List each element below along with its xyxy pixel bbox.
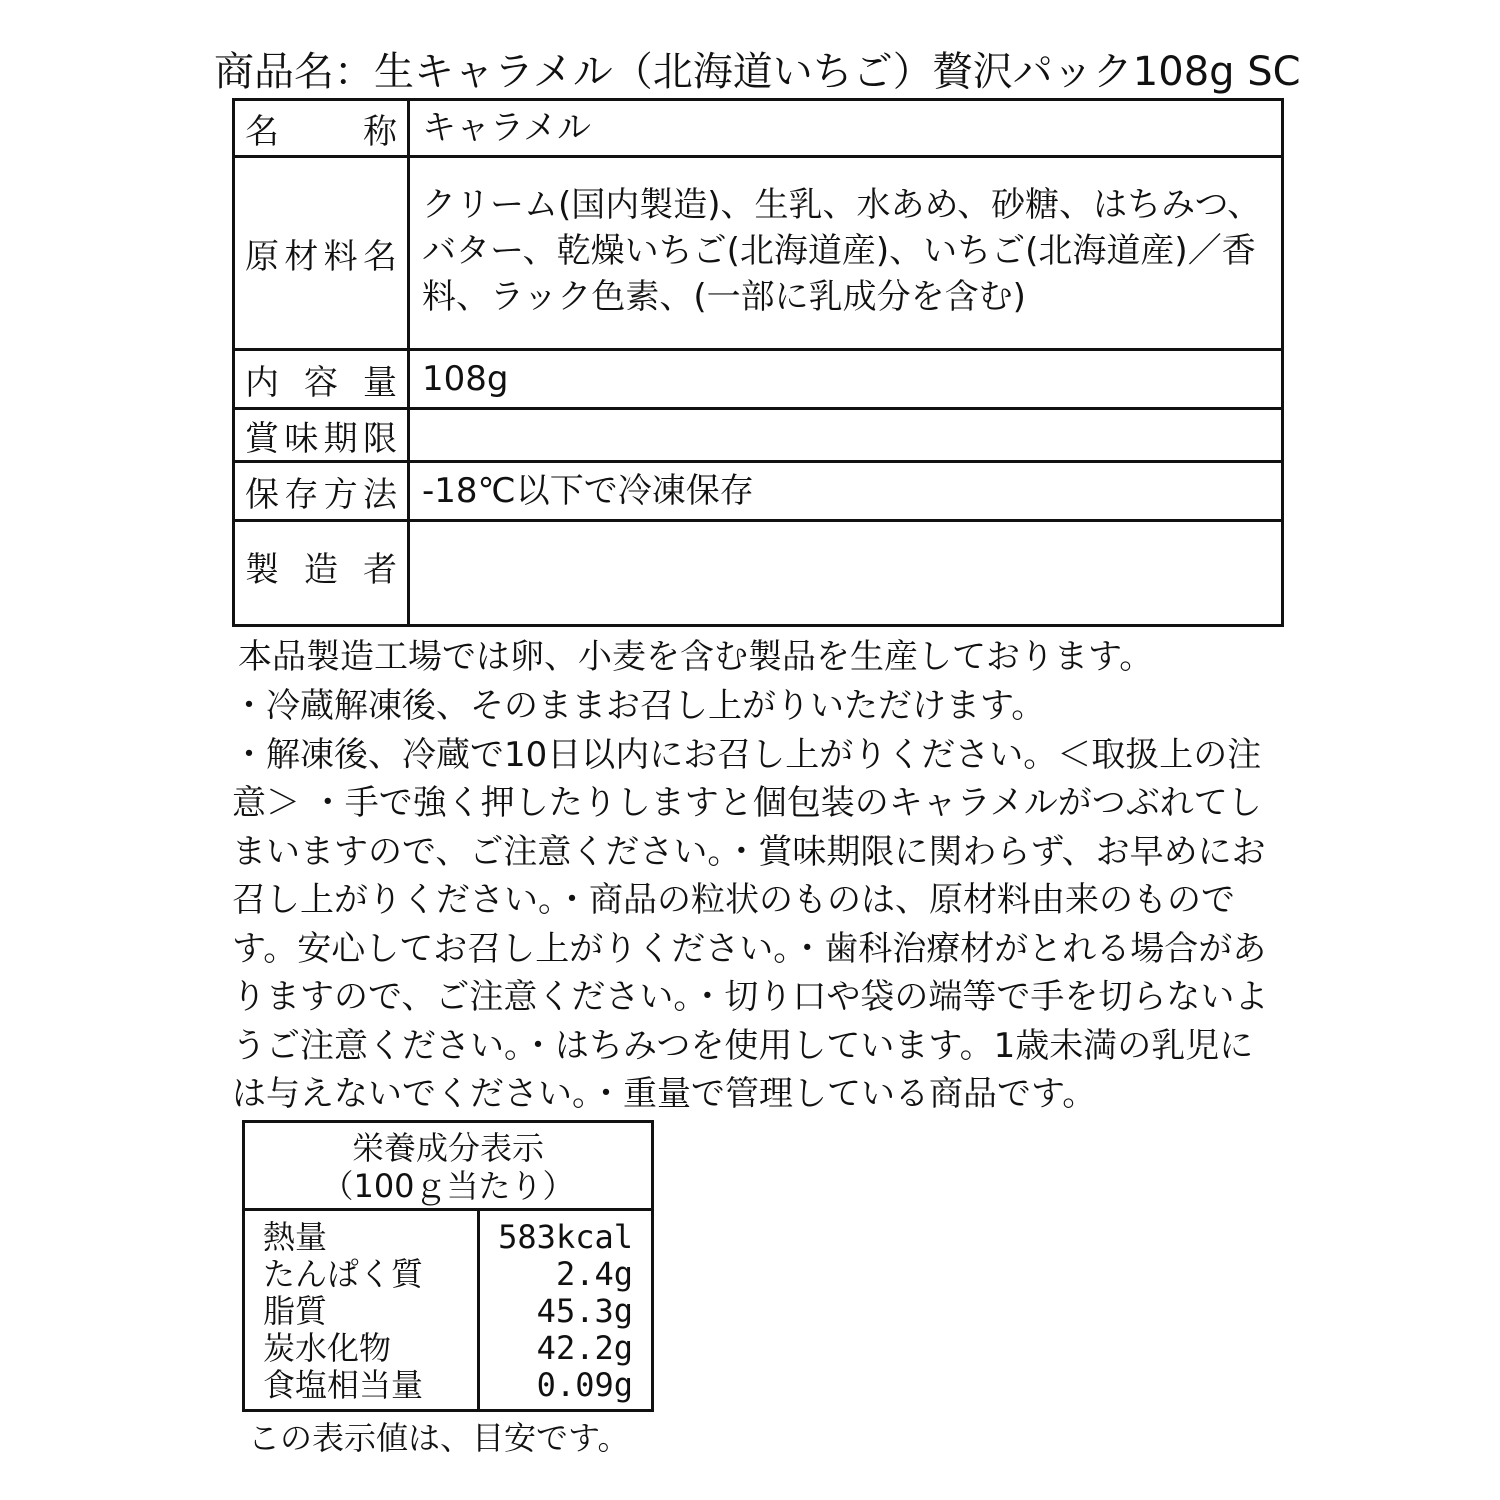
nutrition-footnote: この表示値は、目安です。 — [248, 1419, 630, 1457]
maker-label: 製造者 — [245, 550, 397, 590]
expiry-label: 賞味期限 — [245, 418, 397, 459]
nutrient-value: 42.2g — [536, 1329, 633, 1367]
label-row-name — [234, 100, 1283, 157]
nutrient-value: 2.4g — [555, 1255, 633, 1293]
nutrition-row-energy — [245, 1219, 651, 1256]
storage-value: -18℃以下で冷凍保存 — [409, 462, 1283, 521]
label-row-ingredients — [234, 157, 1283, 350]
storage-label: 保存方法 — [245, 474, 397, 515]
nutrient-value: 0.09g — [536, 1366, 633, 1404]
note-handling: ・解凍後、冷蔵で10日以内にお召し上がりください。＜取扱上の注意＞ ・手で強く押したりしますと個包装のキャラメルがつぶれてしまいますので、ご注意ください。・賞味期限に関わらず、お早めにお召し上がりください。・商品の粒状のものは、原材料由来のものです。安心してお召し上がりください。・歯科治療材がとれる場合がありますので、ご注意ください。・切り口や袋の端等で手を切らないようご注意ください。・はちみつを使用しています。1歳未満の乳児には与えないでください。・重量で管理している商品です。 — [232, 734, 1269, 1114]
nutrient-name: たんぱく質 — [263, 1255, 424, 1293]
handling-notes — [232, 682, 1284, 1119]
name-label-cell — [234, 100, 409, 157]
nutrition-body — [245, 1211, 651, 1409]
product-label-table — [232, 98, 1284, 627]
content-label-cell — [234, 350, 409, 409]
nutrient-name: 食塩相当量 — [263, 1366, 424, 1404]
product-title: 商品名：生キャラメル（北海道いちご）贅沢パック108g SC — [214, 49, 1301, 95]
nutrient-name: 脂質 — [263, 1292, 328, 1330]
nutrient-value: 583kcal — [498, 1218, 633, 1256]
storage-label-cell — [234, 462, 409, 521]
nutrition-basis: （100ｇ当たり） — [321, 1167, 575, 1205]
allergen-note: 本品製造工場では卵、小麦を含む製品を生産しております。 — [238, 637, 1154, 677]
nutrient-name: 熱量 — [263, 1218, 328, 1256]
nutrition-title: 栄養成分表示 — [351, 1129, 544, 1167]
nutrition-table — [242, 1120, 654, 1412]
label-row-storage — [234, 462, 1283, 521]
maker-value — [409, 521, 1283, 626]
nutrition-header — [245, 1123, 651, 1211]
name-label: 名称 — [245, 111, 397, 152]
expiry-value — [409, 409, 1283, 462]
nutrition-row-protein — [245, 1256, 651, 1293]
nutrition-row-salt — [245, 1367, 651, 1404]
note-thawing: ・冷蔵解凍後、そのままお召し上がりいただけます。 — [232, 686, 1046, 726]
label-row-content — [234, 350, 1283, 409]
nutrient-value: 45.3g — [536, 1292, 633, 1330]
content-value: 108g — [409, 350, 1283, 409]
nutrient-name: 炭水化物 — [263, 1329, 392, 1367]
ingredients-label: 原材料名 — [245, 236, 397, 277]
expiry-label-cell — [234, 409, 409, 462]
name-value: キャラメル — [409, 100, 1283, 157]
ingredients-label-cell — [234, 157, 409, 350]
maker-label-cell — [234, 521, 409, 626]
ingredients-value: クリーム(国内製造)、生乳、水あめ、砂糖、はちみつ、バター、乾燥いちご(北海道産)、いちご(北海道産)／香料、ラック色素、(一部に乳成分を含む) — [409, 157, 1283, 350]
content-label: 内容量 — [245, 362, 397, 403]
nutrition-row-carbohydrate — [245, 1330, 651, 1367]
nutrition-row-fat — [245, 1293, 651, 1330]
label-row-expiry — [234, 409, 1283, 462]
label-row-maker — [234, 521, 1283, 626]
